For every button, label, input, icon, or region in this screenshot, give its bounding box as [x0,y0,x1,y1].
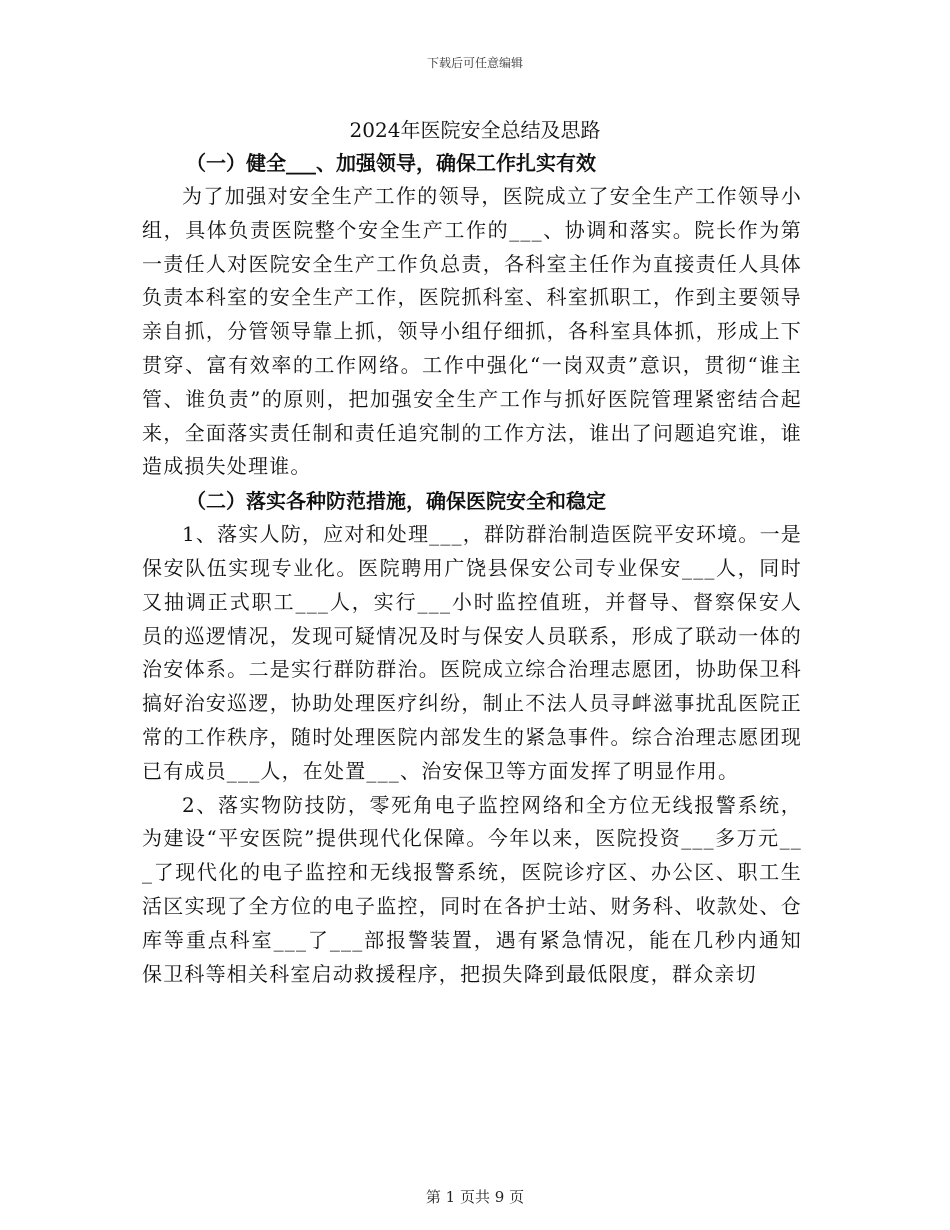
page-header-note: 下载后可任意编辑 [426,56,523,70]
section-2-paragraph-2: 2、落实物防技防，零死角电子监控网络和全方位无线报警系统，为建设“平安医院”提供现代化保障。今年以来，医院投资___多万元___了现代化的电子监控和无线报警系统，医院诊疗区、办公区、职工生活区实现了全方位的电子监控，同时在各护士站、财务科、收款处、仓库等重点科室___了___部报警装置，遇有紧急情况，能在几秒内通知保卫科等相关科室启动救援程序，把损失降到最低限度，群众亲切 [142,792,802,986]
document-title: 2024年医院安全总结及思路 [349,118,601,142]
section-2-paragraph-1: 1、落实人防，应对和处理___，群防群治制造医院平安环境。一是保安队伍实现专业化。医院聘用广饶县保安公司专业保安___人，同时又抽调正式职工___人，实行___小时监控值班，并督导、督察保安人员的巡逻情况，发现可疑情况及时与保安人员联系，形成了联动一体的治安体系。二是实行群防群治。医院成立综合治理志愿团，协助保卫科搞好治安巡逻，协助处理医疗纠纷，制止不法人员寻衅滋事扰乱医院正常的工作秩序，随时处理医院内部发生的紧急事件。综合治理志愿团现已有成员___人，在处置___、治安保卫等方面发挥了明显作用。 [142,522,802,783]
section-1-paragraph-1: 为了加强对安全生产工作的领导，医院成立了安全生产工作领导小组，具体负责医院整个安全生产工作的___、协调和落实。院长作为第一责任人对医院安全生产工作负总责，各科室主任作为直接责任人具体负责本科室的安全生产工作，医院抓科室、科室抓职工，作到主要领导亲自抓，分管领导靠上抓，领导小组仔细抓，各科室具体抓，形成上下贯穿、富有效率的工作网络。工作中强化“一岗双责”意识，贯彻“谁主管、谁负责”的原则，把加强安全生产工作与抓好医院管理紧密结合起来，全面落实责任制和责任追究制的工作方法，谁出了问题追究谁，谁造成损失处理谁。 [142,184,802,479]
section-heading-2: （二）落实各种防范措施，确保医院安全和稳定 [186,489,606,514]
page-number: 第 1 页共 9 页 [425,1188,525,1206]
section-heading-1: （一）健全___、加强领导，确保工作扎实有效 [186,151,596,175]
document-body [142,146,802,991]
